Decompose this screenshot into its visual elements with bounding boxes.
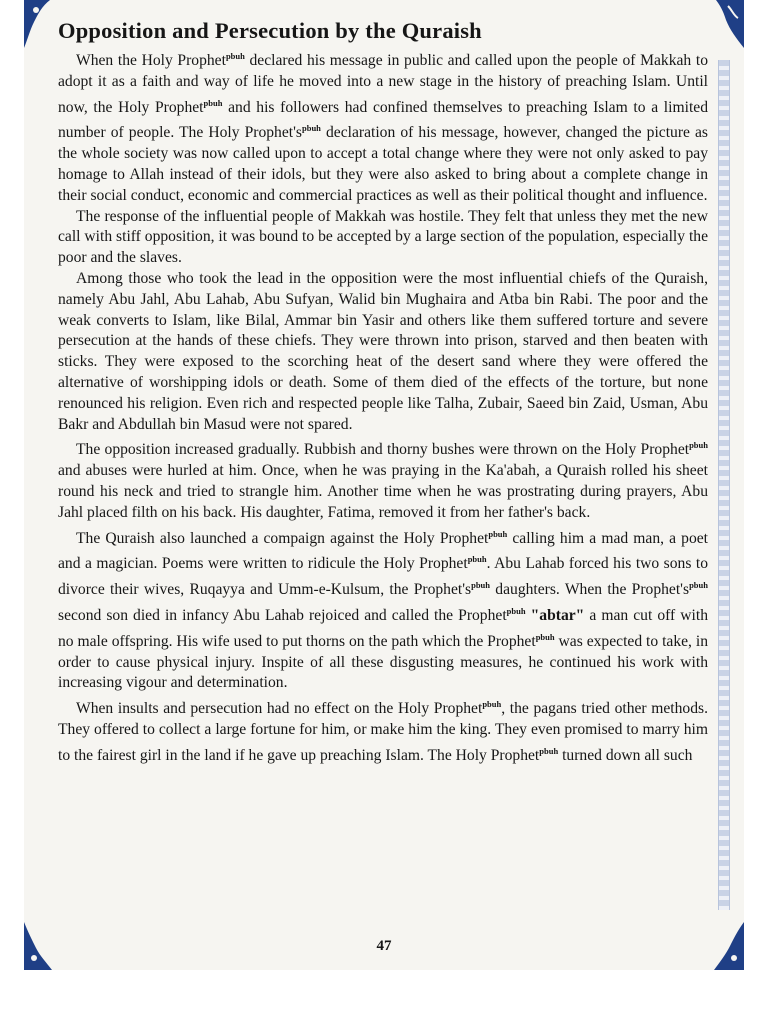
text-run: When insults and persecution had no effect on the Holy Prophet — [76, 700, 483, 718]
honorific-superscript: pbuh — [467, 554, 487, 565]
honorific-superscript: pbuh — [689, 580, 708, 591]
honorific-superscript: pbuh — [471, 580, 491, 591]
corner-ornament-top-right — [704, 0, 744, 48]
honorific-superscript: pbuh — [302, 123, 321, 134]
text-run: and abuses were hurled at him. Once, when he was praying in the Ka'abah, a Quraish rolled his sheet round his neck and tried to strangle him. Another time when he was prostrating during prayers, Abu Jahl placed filth on his back. His daughter, Fatima, removed it from her father's back. — [58, 462, 708, 521]
text-run: Among those who took the lead in the opposition were the most influential chiefs of the Quraish, namely Abu Jahl, Abu Lahab, Abu Sufyan, Walid bin Mughaira and Atba bin Rabi. The poor and the weak converts to Islam, like Bilal, Ammar bin Yasir and others like them suffered torture and severe persecution at the hands of these chiefs. They were thrown into prison, starved and then beaten with sticks. They were exposed to the scorching heat of the desert sand where they were offered the alternative of worshipping idols or death. Some of them died of the effects of the torture, but none renounced his religion. Even rich and respected people like Talha, Zubair, Saeed bin Zaid, Usman, Abu Bakr and Abdullah bin Masud were not spared. — [58, 269, 708, 433]
honorific-superscript: pbuh — [488, 528, 508, 539]
text-run: When the Holy Prophet — [76, 52, 226, 69]
page-number: 47 — [376, 938, 392, 954]
book-page — [24, 0, 744, 970]
paragraph — [58, 524, 708, 695]
text-run: The response of the influential people of Makkah was hostile. They felt that unless they met the new call with stiff opposition, it was bound to be accepted by a large section of the population, especially the poor and the slaves. — [58, 207, 708, 267]
paragraph — [58, 694, 708, 766]
text-run: declaration of his message, however, changed the picture as the whole society was now called upon to accept a total change where they were not only asked to pay homage to Allah instead of their idols, but they were also asked to bring about a complete change in their social conduct, economic and commercial practices as well as their political thought and influence. — [58, 124, 708, 204]
text-run: and his followers had confined themselves to preaching Islam to a limited number of people. The Holy Prophet's — [58, 98, 708, 142]
text-run: declared his message in public and called upon the people of Makkah to adopt it as a faith and way of life he moved into a new stage in the history of preaching Islam. Until now, the Holy Prophet — [58, 52, 708, 116]
honorific-superscript: pbuh — [203, 97, 223, 108]
text-run: second son died in infancy Abu Lahab rejoiced and called the Prophet — [58, 606, 507, 624]
page-content — [58, 18, 708, 767]
honorific-superscript: pbuh — [225, 51, 245, 61]
paragraph — [58, 207, 708, 269]
honorific-superscript: pbuh — [689, 440, 708, 451]
honorific-superscript: pbuh — [482, 699, 502, 710]
text-run: daughters. When the Prophet's — [490, 581, 690, 599]
text-run: calling him a mad man, a poet and a magician. Poems were written to ridicule the Holy Prophet — [58, 529, 709, 573]
text-run: The Quraish also launched a compaign against the Holy Prophet — [76, 529, 489, 547]
honorific-superscript: pbuh — [506, 605, 526, 616]
honorific-superscript: pbuh — [535, 631, 555, 642]
text-run: The opposition increased gradually. Rubbish and thorny bushes were thrown on the Holy Prophet — [76, 441, 690, 459]
page-title: Opposition and Persecution by the Quraish — [58, 18, 482, 43]
text-run: . Abu Lahab forced his two sons to divorce their wives, Ruqayya and Umm-e-Kulsum, the Prophet's — [58, 555, 709, 599]
text-run: , the pagans tried other methods. They offered to collect a large fortune for him, or make him the king. They even promised to marry him to the fairest girl in the land if he gave up preaching Islam. The Holy Prophet — [58, 700, 708, 764]
body-text — [58, 46, 708, 767]
honorific-superscript: pbuh — [539, 745, 559, 756]
paragraph — [58, 435, 708, 523]
text-run: turned down all such — [558, 746, 693, 764]
bold-term: "abtar" — [530, 606, 585, 624]
decorative-side-border — [718, 60, 730, 910]
text-run: was expected to take, in order to cause physical injury. Inspite of all these disgusting measures, he continued his work with increasing vigour and determination. — [58, 632, 709, 692]
text-run: a man cut off with no male offspring. His wife used to put thorns on the path which the Prophet — [58, 606, 708, 650]
paragraph — [58, 46, 708, 207]
paragraph — [58, 269, 708, 435]
